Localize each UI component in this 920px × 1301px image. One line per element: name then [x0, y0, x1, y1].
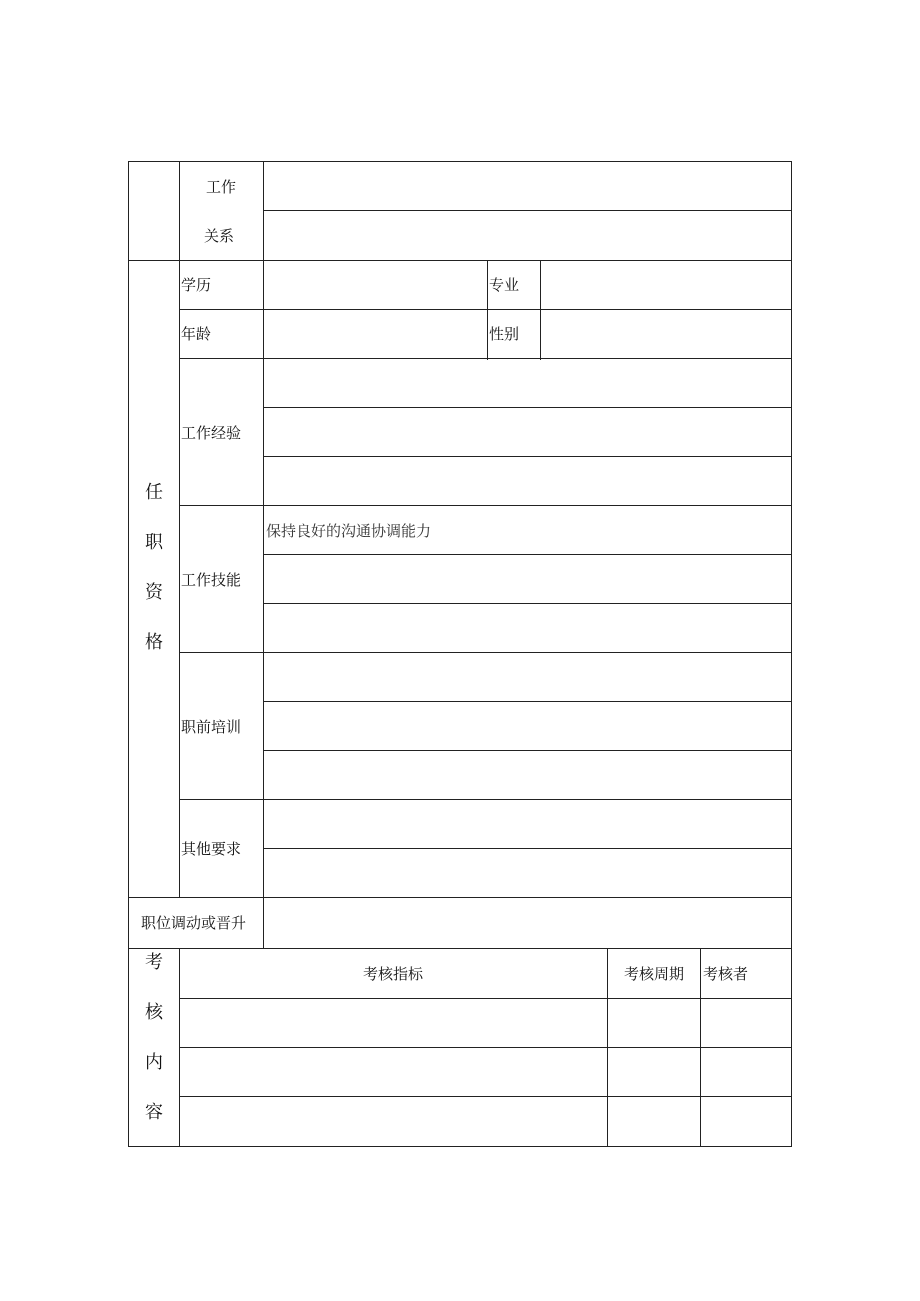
qualification-label-char-2: 职	[145, 532, 163, 553]
assessment-label-char-1: 考	[145, 952, 163, 973]
skills-label: 工作技能	[181, 571, 242, 589]
age-experience-divider	[179, 358, 792, 359]
age-label: 年龄	[181, 325, 212, 343]
age-value-cell[interactable]	[264, 310, 487, 358]
assessment-col-assessor: 考核者	[703, 965, 749, 983]
relations-label-line2: 关系	[204, 227, 235, 245]
qualification-label-char-1: 任	[145, 482, 163, 503]
assessment-label-char-4: 容	[145, 1102, 163, 1123]
training-row1-divider	[263, 701, 792, 702]
assessment-label-char-3: 内	[145, 1052, 163, 1073]
assessment-col-period: 考核周期	[624, 965, 685, 983]
training-row2-divider	[263, 750, 792, 751]
assessment-col-indicator: 考核指标	[363, 965, 424, 983]
relations-label-line1: 工作	[206, 178, 237, 196]
assessment-row1-divider	[179, 1047, 792, 1048]
assessment-row2-divider	[179, 1096, 792, 1097]
transfer-label: 职位调动或晋升	[141, 914, 247, 932]
education-label: 学历	[181, 276, 212, 294]
skills-row2-divider	[263, 603, 792, 604]
col-major-left-divider	[487, 260, 488, 360]
gender-value-cell[interactable]	[541, 310, 791, 358]
other-requirements-label: 其他要求	[181, 840, 242, 858]
skills-row1-divider	[263, 554, 792, 555]
skills-value-1: 保持良好的沟通协调能力	[266, 522, 432, 540]
relations-row-divider	[263, 210, 792, 211]
training-label: 职前培训	[181, 718, 242, 736]
training-other-divider	[179, 799, 792, 800]
experience-row2-divider	[263, 456, 792, 457]
experience-skills-divider	[179, 505, 792, 506]
table-top-border	[128, 161, 792, 162]
assessment-label-char-2: 核	[145, 1002, 163, 1023]
assessment-header-divider	[179, 998, 792, 999]
transfer-value-cell[interactable]	[264, 898, 791, 948]
major-value-cell[interactable]	[541, 261, 791, 309]
gender-label: 性别	[489, 325, 520, 343]
education-value-cell[interactable]	[264, 261, 487, 309]
divider-transfer-assessment	[128, 948, 792, 949]
qualification-label-char-3: 资	[145, 582, 163, 603]
qualification-label-char-4: 格	[145, 632, 163, 653]
experience-row1-divider	[263, 407, 792, 408]
table-bottom-border	[128, 1146, 792, 1147]
table-left-border	[128, 161, 129, 1147]
col1-divider-relations	[179, 161, 180, 261]
major-label: 专业	[489, 276, 520, 294]
experience-label: 工作经验	[181, 424, 242, 442]
other-row1-divider	[263, 848, 792, 849]
skills-training-divider	[179, 652, 792, 653]
col1-divider-qualification	[179, 260, 180, 898]
